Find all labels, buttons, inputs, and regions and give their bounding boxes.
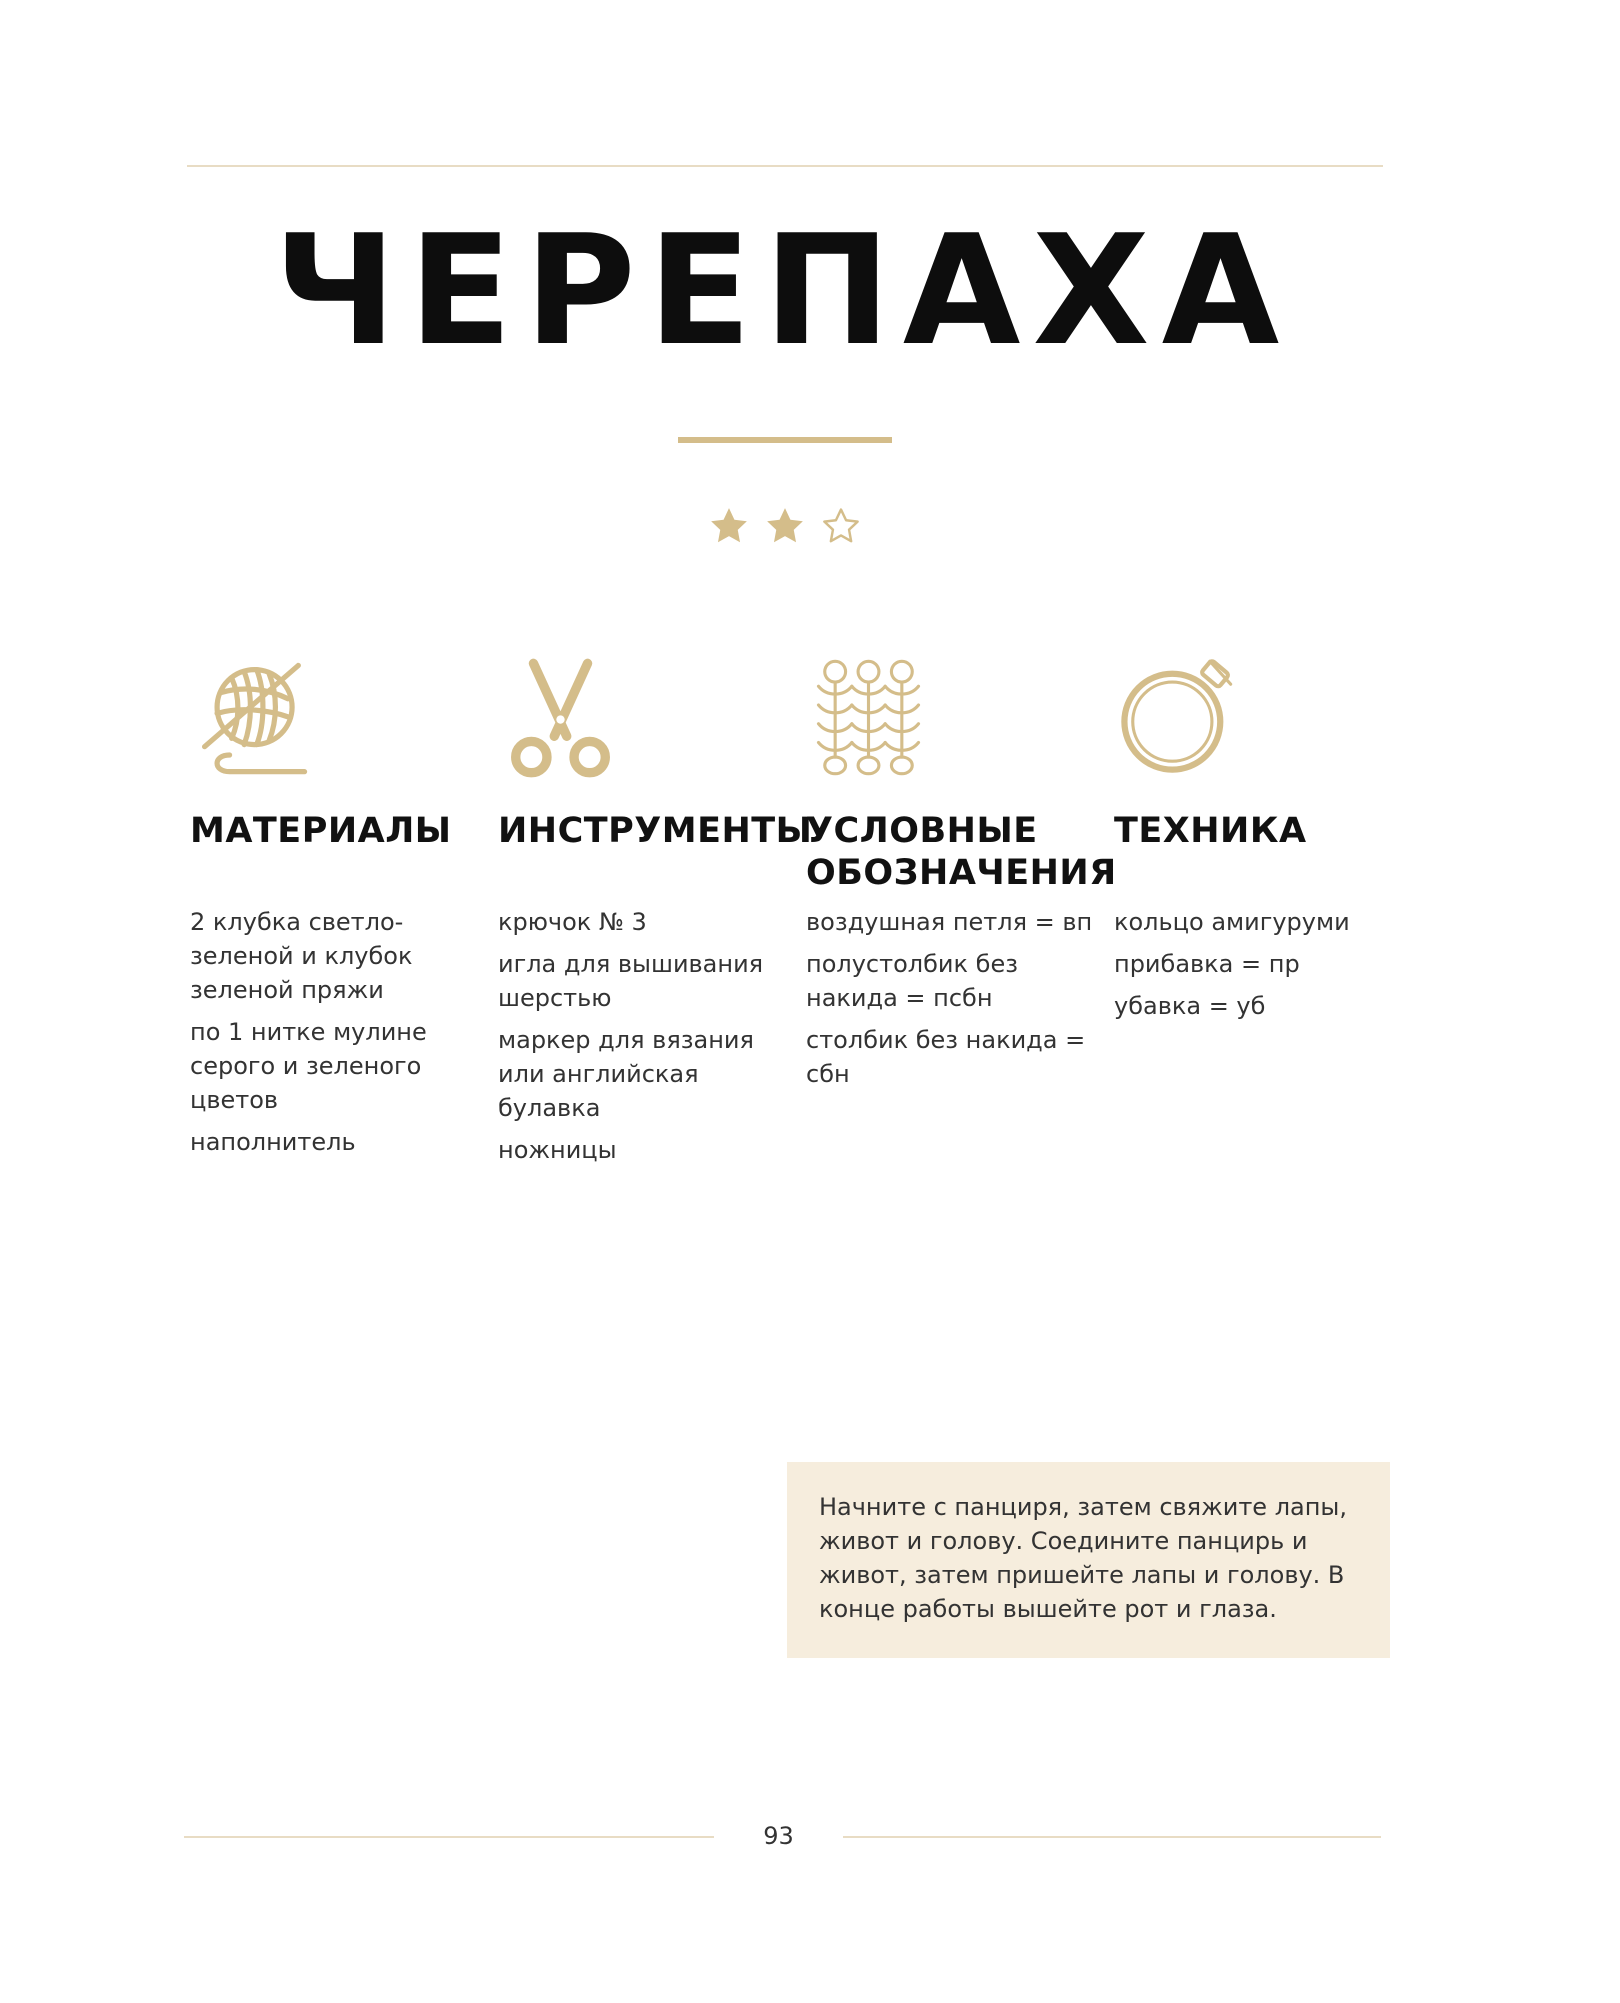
title-underline xyxy=(678,437,892,443)
instructions-note: Начните с панциря, затем свяжите лапы, живот и голову. Соедините панцирь и живот, затем пришейте лапы и голову. В конце работы вышейте рот и глаза. xyxy=(787,1462,1390,1658)
list-item: прибавка = пр xyxy=(1114,950,1300,978)
bottom-rule-left xyxy=(184,1836,714,1838)
page-number: 93 xyxy=(763,1822,794,1850)
difficulty-rating xyxy=(708,505,862,547)
star-outline-icon xyxy=(820,505,862,547)
scissors-icon xyxy=(498,655,623,780)
list-item: ножницы xyxy=(498,1136,617,1164)
list-item: столбик без накида = сбн xyxy=(806,1026,1086,1088)
list-item: полустолбик без накида = псбн xyxy=(806,950,1018,1012)
list-item: крючок № 3 xyxy=(498,908,647,936)
notation-title: УСЛОВНЫЕ ОБОЗНАЧЕНИЯ xyxy=(806,811,1117,893)
tools-column xyxy=(498,655,813,1164)
list-item: наполнитель xyxy=(190,1128,356,1156)
materials-column xyxy=(190,655,470,1156)
technique-title: ТЕХНИКА xyxy=(1114,811,1307,851)
page-title: ЧЕРЕПАХА xyxy=(273,202,1292,379)
materials-list xyxy=(190,905,480,1167)
tools-list xyxy=(498,905,788,1175)
tools-title: ИНСТРУМЕНТЫ xyxy=(498,811,813,851)
amigurumi-ring-icon xyxy=(1114,655,1239,780)
list-item: кольцо амигуруми xyxy=(1114,908,1350,936)
star-filled-icon xyxy=(764,505,806,547)
list-item: воздушная петля = вп xyxy=(806,908,1093,936)
technique-column xyxy=(1114,655,1394,1020)
list-item: по 1 нитке мулине серого и зеленого цветов xyxy=(190,1018,427,1114)
notation-list xyxy=(806,905,1096,1099)
list-item: убавка = уб xyxy=(1114,992,1266,1020)
notation-column xyxy=(806,655,1117,1088)
list-item: 2 клубка светло-зеленой и клубок зеленой пряжи xyxy=(190,908,413,1004)
stitch-pattern-icon xyxy=(806,655,931,780)
star-filled-icon xyxy=(708,505,750,547)
list-item: маркер для вязания или английская булавка xyxy=(498,1026,754,1122)
materials-title: МАТЕРИАЛЫ xyxy=(190,811,452,851)
list-item: игла для вышивания шерстью xyxy=(498,950,764,1012)
top-rule xyxy=(187,165,1383,167)
bottom-rule-right xyxy=(843,1836,1381,1838)
yarn-ball-hook-icon xyxy=(190,655,315,780)
technique-list xyxy=(1114,905,1404,1031)
